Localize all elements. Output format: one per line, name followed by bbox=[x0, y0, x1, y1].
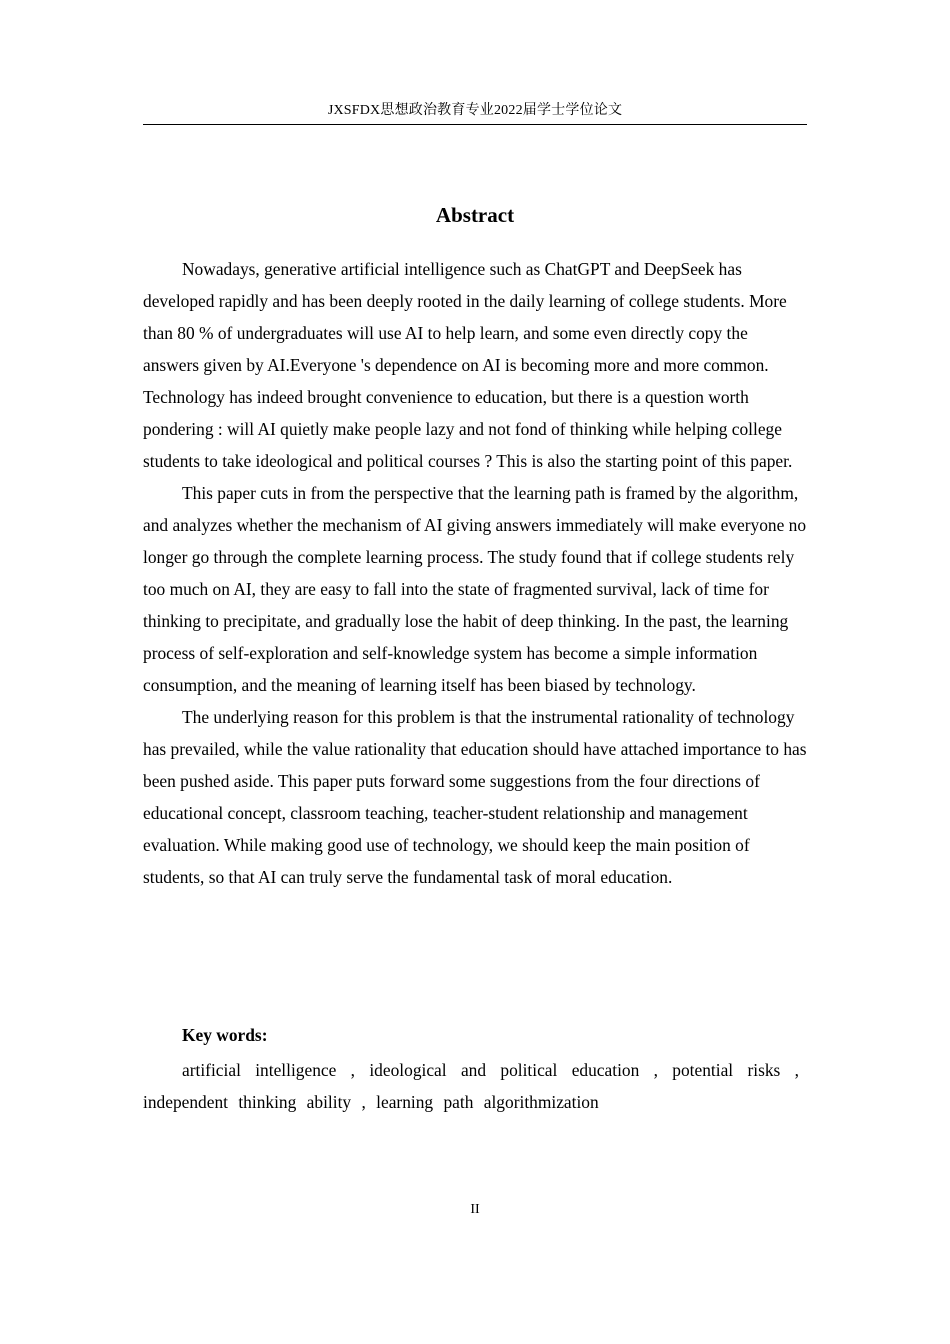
abstract-paragraph-1: Nowadays, generative artificial intelligence such as ChatGPT and DeepSeek has developed rapidly and has been deeply rooted in the daily learning of college students. More than 80 % of undergraduates will use AI to help learn, and some even directly copy the answers given by AI.Everyone 's dependence on AI is becoming more and more common. Technology has indeed brought convenience to education, but there is a question worth pondering : will AI quietly make people lazy and not fond of thinking while helping college students to take ideological and political courses ? This is also the starting point of this paper. bbox=[143, 259, 793, 471]
abstract-paragraph-3: The underlying reason for this problem is that the instrumental rationality of technology has prevailed, while the value rationality that education should have attached importance to has been pushed aside. This paper puts forward some suggestions from the four directions of educational concept, classroom teaching, teacher-student relationship and management evaluation. While making good use of technology, we should keep the main position of students, so that AI can truly serve the fundamental task of moral education. bbox=[143, 707, 807, 887]
abstract-paragraph-2: This paper cuts in from the perspective that the learning path is framed by the algorithm, and analyzes whether the mechanism of AI giving answers immediately will make everyone no longer go through the complete learning process. The study found that if college students rely too much on AI, they are easy to fall into the state of fragmented survival, lack of time for thinking to precipitate, and gradually lose the habit of deep thinking. In the past, the learning process of self-exploration and self-knowledge system has become a simple information consumption, and the meaning of learning itself has been biased by technology. bbox=[143, 483, 807, 695]
keywords-label: Key words: bbox=[182, 1025, 268, 1045]
running-header: JXSFDX思想政治教育专业2022届学士学位论文 bbox=[327, 103, 623, 118]
abstract-title: Abstract bbox=[435, 203, 515, 227]
header-rule bbox=[143, 124, 807, 125]
keywords-text: artificial intelligence , ideological and political education , potential risks , independent thinking ability , learning path algorithmization bbox=[143, 1060, 799, 1112]
page-number: II bbox=[470, 1202, 480, 1217]
abstract-body bbox=[143, 253, 807, 893]
